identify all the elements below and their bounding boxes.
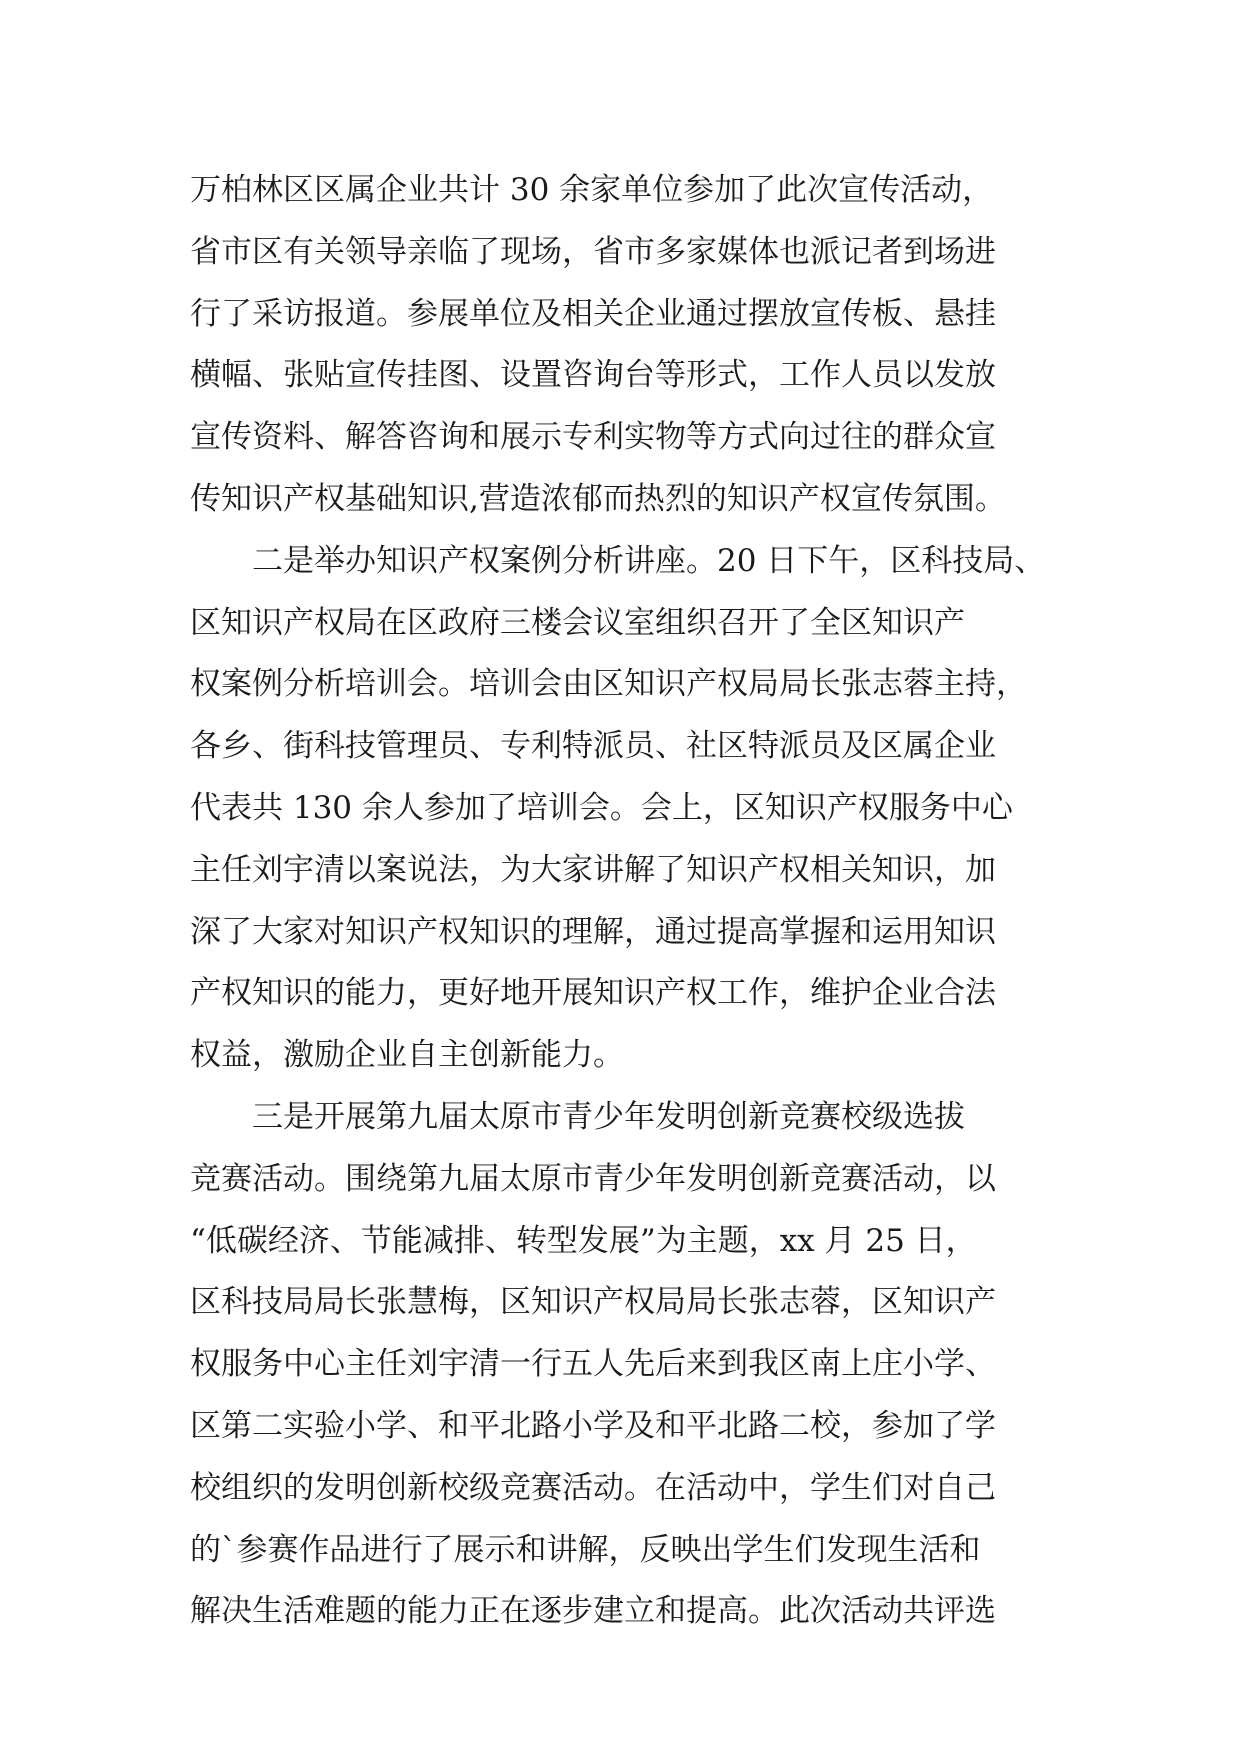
text-line: 权案例分析培训会。培训会由区知识产权局局长张志蓉主持， bbox=[190, 666, 1027, 703]
paragraph-first-line: 三是开展第九届太原市青少年发明创新竞赛校级选拔 bbox=[252, 1098, 965, 1135]
text-line: 深了大家对知识产权知识的理解，通过提高掌握和运用知识 bbox=[190, 913, 996, 950]
document-body bbox=[190, 160, 1050, 1643]
text-line: 解决生活难题的能力正在逐步建立和提高。此次活动共评选 bbox=[190, 1593, 996, 1630]
text-line: 区知识产权局在区政府三楼会议室组织召开了全区知识产 bbox=[190, 604, 965, 641]
text-line: 万柏林区区属企业共计 30 余家单位参加了此次宣传活动， bbox=[190, 172, 994, 208]
text-line: 区第二实验小学、和平北路小学及和平北路二校，参加了学 bbox=[190, 1407, 996, 1444]
text-line: 传知识产权基础知识,营造浓郁而热烈的知识产权宣传氛围。 bbox=[190, 480, 1006, 517]
text-line: 各乡、街科技管理员、专利特派员、社区特派员及区属企业 bbox=[190, 728, 996, 765]
text-line: 省市区有关领导亲临了现场，省市多家媒体也派记者到场进 bbox=[190, 233, 996, 270]
text-line: 代表共 130 余人参加了培训会。会上，区知识产权服务中心 bbox=[190, 789, 1013, 826]
text-line: 区科技局局长张慧梅，区知识产权局局长张志蓉，区知识产 bbox=[190, 1284, 996, 1321]
text-line: 竞赛活动。围绕第九届太原市青少年发明创新竞赛活动，以 bbox=[190, 1160, 996, 1197]
paragraph-first-line: 二是举办知识产权案例分析讲座。20 日下午，区科技局、 bbox=[252, 542, 1046, 579]
text-line: 横幅、张贴宣传挂图、设置咨询台等形式，工作人员以发放 bbox=[190, 357, 996, 394]
text-line: 主任刘宇清以案说法，为大家讲解了知识产权相关知识，加 bbox=[190, 851, 996, 888]
text-line: 权益，激励企业自主创新能力。 bbox=[190, 1037, 624, 1074]
text-line: 的`参赛作品进行了展示和讲解，反映出学生们发现生活和 bbox=[190, 1531, 981, 1568]
text-line: 权服务中心主任刘宇清一行五人先后来到我区南上庄小学、 bbox=[190, 1346, 996, 1383]
text-line: 行了采访报道。参展单位及相关企业通过摆放宣传板、悬挂 bbox=[190, 295, 996, 332]
text-line: 校组织的发明创新校级竞赛活动。在活动中，学生们对自己 bbox=[190, 1469, 996, 1506]
text-line: 宣传资料、解答咨询和展示专利实物等方式向过往的群众宣 bbox=[190, 419, 996, 456]
text-line: “低碳经济、节能减排、转型发展”为主题，xx 月 25 日， bbox=[190, 1222, 977, 1259]
text-line: 产权知识的能力，更好地开展知识产权工作，维护企业合法 bbox=[190, 975, 996, 1012]
